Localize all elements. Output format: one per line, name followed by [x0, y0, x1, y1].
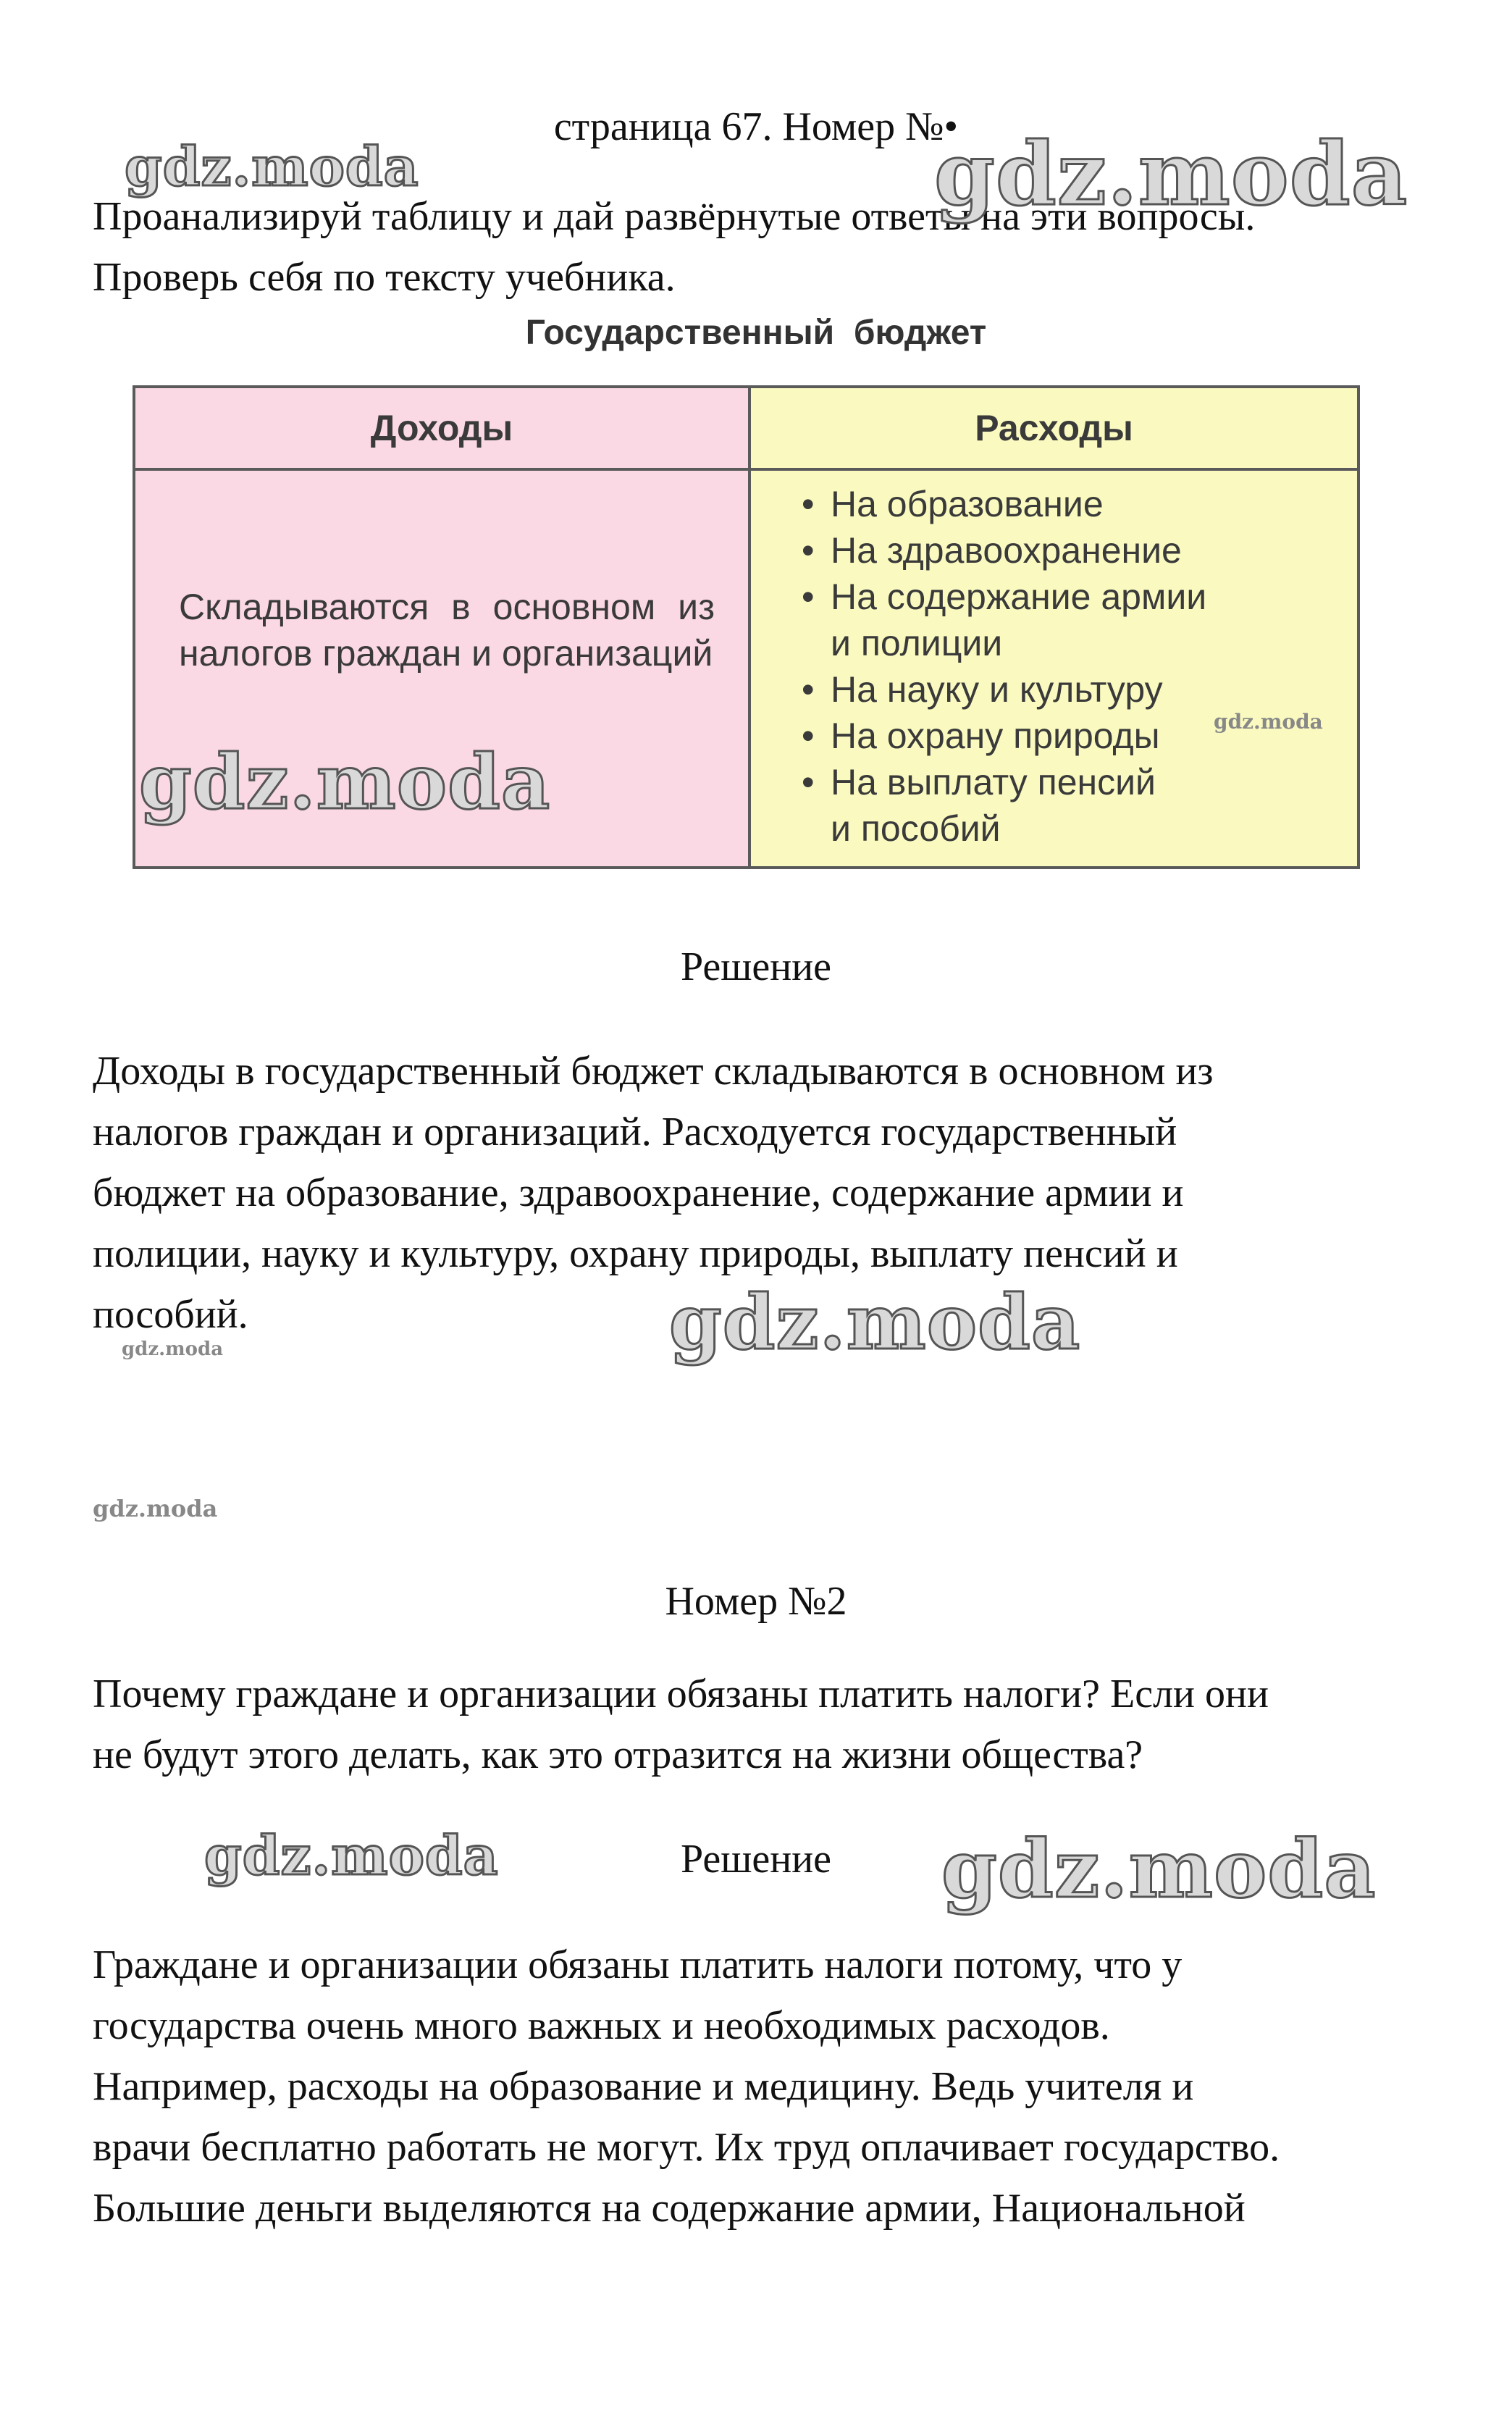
expenses-list	[802, 481, 1206, 852]
watermark-small: gdz.moda	[93, 1495, 218, 1522]
watermark: gdz.moda	[139, 737, 551, 826]
task2-question-line-2: не будут этого делать, как это отразится на жизни общества?	[93, 1732, 1143, 1777]
task2-answer-line-5: Большие деньги выделяются на содержание армии, Национальной	[93, 2186, 1246, 2231]
task2-question-line-1: Почему граждане и организации обязаны платить налоги? Если они	[93, 1672, 1269, 1716]
task2-number-label: Номер №2	[665, 1579, 847, 1624]
page-title: страница 67. Номер №•	[553, 104, 959, 149]
task1-answer-line-2: налогов граждан и организаций. Расходуется государственный	[93, 1110, 1177, 1154]
expense-item: • На выплату пенсий	[802, 759, 1206, 805]
task1-answer-line-3: бюджет на образование, здравоохранение, содержание армии и	[93, 1170, 1184, 1215]
task2-answer-line-1: Граждане и организации обязаны платить налоги потому, что у	[93, 1942, 1183, 1987]
task2-answer-line-3: Например, расходы на образование и медицину. Ведь учителя и	[93, 2064, 1194, 2109]
header-divider	[135, 468, 1357, 471]
expense-item: • На содержание армии	[802, 574, 1206, 620]
expense-item: • На образование	[802, 481, 1206, 527]
watermark-small: gdz.moda	[1214, 710, 1323, 734]
income-header: Доходы	[370, 408, 513, 448]
budget-table-title: Государственный бюджет	[525, 314, 987, 352]
expense-item: • На науку и культуру	[802, 666, 1206, 713]
task1-answer-line-5: пособий.	[93, 1292, 248, 1337]
watermark: gdz.moda	[125, 136, 419, 198]
watermark-small: gdz.moda	[122, 1338, 224, 1360]
expense-item: • На здравоохранение	[802, 527, 1206, 574]
task1-solution-label: Решение	[680, 944, 832, 989]
task2-answer-line-4: врачи бесплатно работать не могут. Их труд оплачивает государство.	[93, 2125, 1280, 2170]
expenses-header: Расходы	[975, 408, 1133, 448]
task1-question-line-1: Проанализируй таблицу и дай развёрнутые ответы на эти вопросы.	[93, 194, 1256, 239]
watermark: gdz.moda	[941, 1822, 1377, 1916]
task1-question-line-2: Проверь себя по тексту учебника.	[93, 255, 676, 300]
task1-answer-line-4: полиции, науку и культуру, охрану природы, выплату пенсий и	[93, 1231, 1178, 1276]
task1-answer-line-1: Доходы в государственный бюджет складываются в основном из	[93, 1049, 1214, 1094]
income-text: Складываются в основном из налогов граждан и организаций	[179, 587, 715, 674]
expense-item-continuation: и пособий	[831, 808, 1001, 849]
watermark: gdz.moda	[934, 123, 1408, 225]
watermark: gdz.moda	[204, 1825, 499, 1887]
task2-solution-label: Решение	[680, 1837, 832, 1882]
expense-item: • На охрану природы	[802, 713, 1206, 759]
expense-item-continuation: и полиции	[831, 623, 1003, 663]
watermark: gdz.moda	[669, 1278, 1081, 1367]
task2-answer-line-2: государства очень много важных и необходимых расходов.	[93, 2003, 1110, 2048]
